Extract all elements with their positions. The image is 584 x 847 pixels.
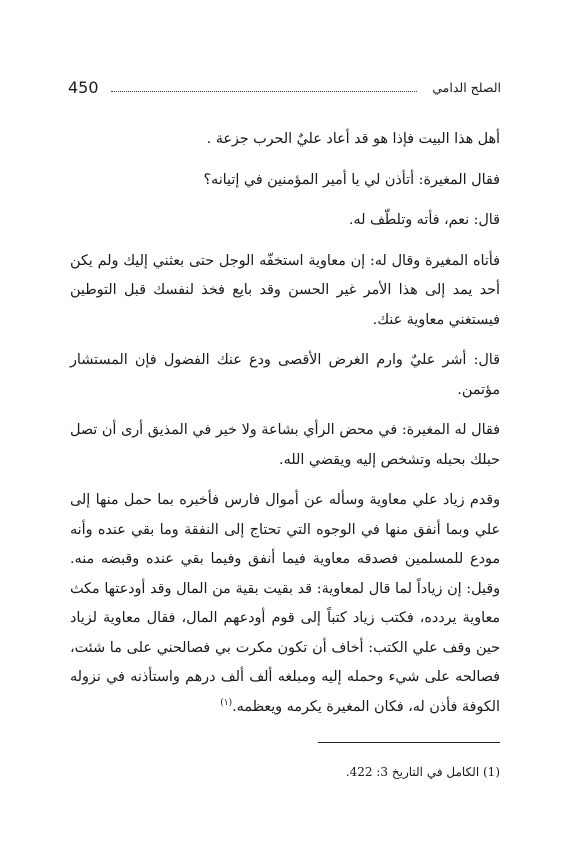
paragraph: فأتاه المغيرة وقال له: إن معاوية استخفّه الوجل حتى بعثني إليك ولم يكن أحد يمد إلى هذا الأمر غير الحسن وقد بايع فخذ لنفسك قبل التوطين فيستغني معاوية عنك. <box>70 252 500 328</box>
paragraph: قال: نعم، فأته وتلطّف له. <box>348 212 500 228</box>
footnote: (1) الكامل في التاريخ 3: 422. <box>345 765 500 779</box>
running-title: الصلح الدامي <box>432 80 501 95</box>
footnote-reference: (١) <box>220 697 233 708</box>
header-dotted-rule <box>111 91 417 92</box>
paragraph: أهل هذا البيت فإذا هو قد أعاد عليٌ الحرب جزعة . <box>206 131 500 147</box>
paragraph: فقال له المغيرة: في محض الرأي بشاعة ولا خير في المذيق أرى أن تصل حبلك بحبله وتشخص إليه ويقضي الله. <box>70 422 500 468</box>
footnote-separator <box>318 742 500 743</box>
paragraph-with-footnote <box>70 486 500 722</box>
paragraph: قال: أشر عليٌ وارم الغرض الأقصى ودع عنك الفضول فإن المستشار مؤتمن. <box>70 352 500 398</box>
paragraph-text: وقدم زياد علي معاوية وسأله عن أموال فارس فأخبره بما حمل منها إلى علي وبما أنفق منها في الوجوه التي تحتاج إلى النفقة وما بقي عنده وأنه مودع للمسلمين فصدقه معاوية فيما أنفق وفيما بقي عنده وقبضه منه. وقيل: إن زياداً لما قال لمعاوية: قد بقيت بقية من المال وقد أودعتها مكث معاوية يردده، فكتب زياد كتباً إلى قوم أودعهم المال، فقال معاوية لزياد حين وقف علي الكتب: أخاف أن تكون مكرت بي فصالحني على ما شئت، فصالحه على شيء وحمله إليه ومبلغه ألف ألف درهم واستأذنه في نزوله الكوفة فأذن له، فكان المغيرة يكرمه ويعظمه. <box>70 492 500 715</box>
page-header <box>68 78 501 100</box>
page-number: 450 <box>68 78 99 97</box>
paragraph: فقال المغيرة: أتأذن لي يا أمير المؤمنين في إتيانه؟ <box>203 171 500 188</box>
body-text <box>70 125 500 722</box>
